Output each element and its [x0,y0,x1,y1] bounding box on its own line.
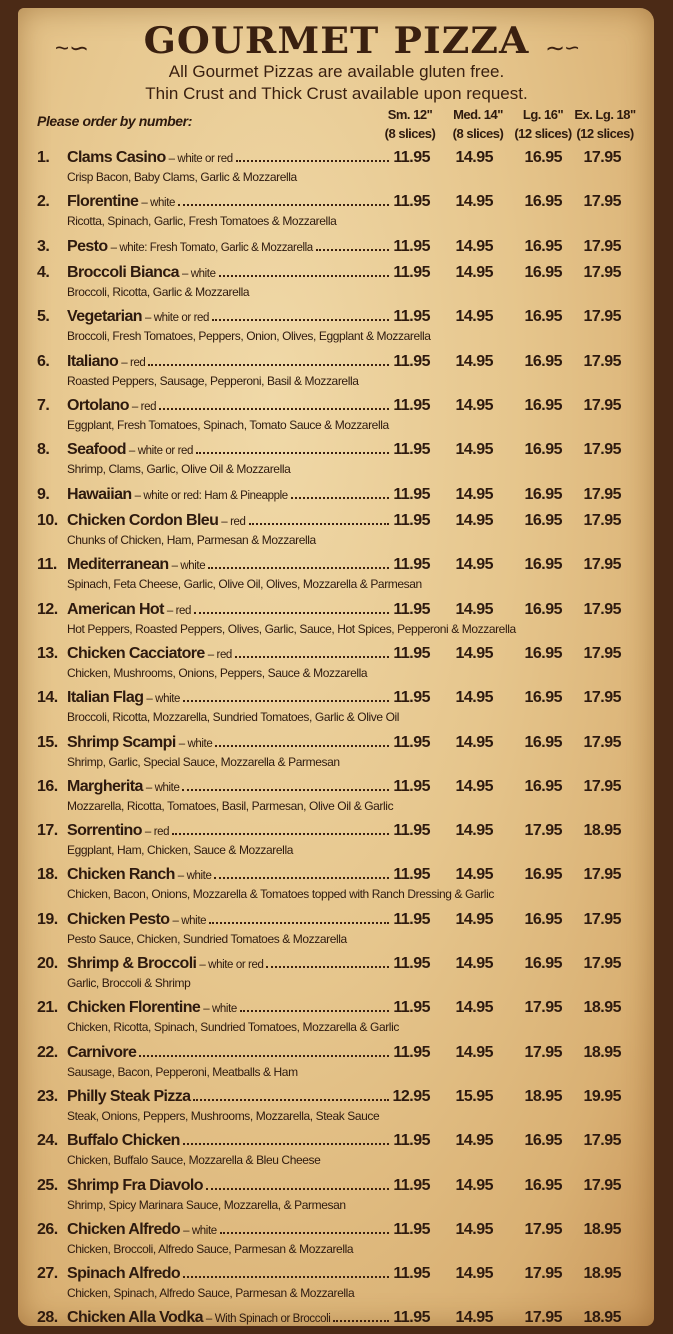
item-description: Crisp Bacon, Baby Clams, Garlic & Mozzarella [67,170,297,184]
column-header-large: Lg. 16" [522,107,564,122]
item-price-large: 16.95 [524,556,562,574]
item-price-medium: 14.95 [455,441,493,459]
item-price-large: 16.95 [524,600,562,618]
item-number: 21. [37,999,58,1017]
item-name: Margherita [67,777,143,795]
item-price-xlarge: 17.95 [583,955,621,973]
item-number: 18. [37,866,58,884]
item-price-small: 11.95 [393,352,430,370]
menu-item [37,953,637,997]
item-number: 15. [37,733,58,751]
item-description: Shrimp, Clams, Garlic, Olive Oil & Mozzarella [67,462,291,477]
item-price-small: 11.95 [393,733,430,751]
item-price-medium: 14.95 [455,955,493,973]
item-price-medium: 14.95 [455,1132,493,1150]
item-price-medium: 14.95 [455,777,493,795]
item-sauce-style: – white or red: Ham & Pineapple [134,489,288,502]
menu-item [37,599,637,643]
item-description: Chicken, Ricotta, Spinach, Sundried Tomatoes, Mozzarella & Garlic [67,1020,399,1035]
item-sauce-style: – white or red [144,312,210,325]
item-price-medium: 14.95 [455,396,493,414]
item-price-medium: 14.95 [455,556,493,574]
item-number: 2. [37,193,50,211]
item-price-small: 11.95 [393,955,430,973]
item-price-small: 11.95 [393,1176,430,1194]
item-name: Shrimp Fra Diavolo [67,1176,203,1194]
item-price-small: 11.95 [393,644,430,662]
item-price-xlarge: 17.95 [583,556,621,574]
item-price-small: 11.95 [393,1265,430,1283]
item-description: Broccoli, Ricotta, Mozzarella, Sundried Tomatoes, Garlic & Olive Oil [67,710,400,725]
item-name: Chicken Ranch [67,866,175,884]
item-name: Chicken Pesto [67,910,170,928]
dot-leader [194,612,389,614]
menu-item [37,554,637,598]
item-number: 3. [37,237,50,255]
dot-leader [212,319,389,321]
item-price-xlarge: 17.95 [583,1132,621,1150]
item-name: Chicken Cacciatore [67,644,205,662]
item-price-large: 16.95 [524,644,562,662]
item-price-large: 18.95 [524,1087,562,1105]
item-name: Carnivore [67,1043,137,1061]
dot-leader [196,452,389,454]
item-price-xlarge: 18.95 [583,1265,621,1283]
item-price-large: 17.95 [524,1265,562,1283]
menu-item [37,351,637,395]
item-description: Chicken, Broccoli, Alfredo Sauce, Parmesan & Mozzarella [67,1241,354,1256]
menu-item [37,1307,637,1334]
menu-item [37,191,637,235]
menu-item [37,147,637,191]
dot-leader [214,877,389,879]
item-number: 25. [37,1176,58,1194]
item-price-small: 11.95 [393,396,430,414]
item-name: Florentine [67,193,139,211]
menu-item [37,687,637,731]
item-price-large: 17.95 [524,1043,562,1061]
item-price-small: 11.95 [393,689,430,707]
item-name: Shrimp Scampi [67,733,176,751]
item-price-xlarge: 17.95 [583,396,621,414]
item-sauce-style: – white [203,1003,237,1016]
item-sauce-style: – red [121,356,146,369]
item-description: Chunks of Chicken, Ham, Parmesan & Mozzarella [67,533,316,548]
menu-item [37,909,637,953]
item-sauce-style: – red [166,604,192,617]
item-price-small: 11.95 [393,264,430,282]
item-price-small: 11.95 [393,485,430,503]
item-price-medium: 14.95 [455,1176,493,1194]
dot-leader [208,567,389,569]
right-swirl-ornament-icon: ~∽ [545,35,580,62]
item-description: Sausage, Bacon, Pepperoni, Meatballs & Ham [67,1064,298,1079]
dot-leader [249,523,390,525]
item-price-large: 16.95 [524,308,562,326]
item-price-medium: 14.95 [455,733,493,751]
item-number: 11. [37,556,57,574]
item-price-small: 11.95 [393,237,430,255]
item-sauce-style: – white [172,914,207,927]
item-number: 5. [37,308,50,326]
item-description: Chicken, Bacon, Onions, Mozzarella & Tomatoes topped with Ranch Dressing & Garlic [67,887,494,902]
dot-leader [172,833,389,835]
menu-item [37,776,637,820]
menu-item [37,1042,637,1086]
menu-item [37,1086,637,1130]
item-number: 22. [37,1043,58,1061]
item-price-xlarge: 17.95 [583,644,621,662]
menu-item [37,236,637,263]
item-price-medium: 14.95 [455,264,493,282]
item-price-large: 17.95 [524,822,562,840]
menu-item [37,306,637,350]
item-sauce-style: – red [144,826,170,839]
item-sauce-style: – white [171,560,206,573]
item-name: Broccoli Bianca [67,264,179,282]
menu-item [37,439,637,483]
item-price-xlarge: 17.95 [583,441,621,459]
item-price-medium: 14.95 [455,999,493,1017]
item-price-small: 12.95 [392,1087,430,1105]
column-header-small: Sm. 12" [387,107,433,122]
column-header-medium: Med. 14" [453,107,503,122]
item-price-large: 17.95 [524,1220,562,1238]
dot-leader [159,408,389,410]
item-price-medium: 14.95 [455,822,493,840]
item-price-large: 16.95 [524,910,562,928]
item-name: Italiano [67,352,119,370]
item-price-small: 11.95 [393,910,430,928]
item-description: Steak, Onions, Peppers, Mushrooms, Mozzarella, Steak Sauce [67,1108,380,1123]
item-name: Chicken Florentine [67,999,201,1017]
item-sauce-style: – white [141,197,175,210]
item-price-medium: 14.95 [455,237,493,255]
item-price-xlarge: 17.95 [583,193,621,211]
item-price-medium: 14.95 [455,1043,493,1061]
item-description: Hot Peppers, Roasted Peppers, Olives, Garlic, Sauce, Hot Spices, Pepperoni & Mozzarella [67,621,516,636]
item-price-xlarge: 17.95 [583,777,621,795]
item-name: Hawaiian [67,485,132,503]
item-price-medium: 14.95 [455,193,493,211]
item-price-xlarge: 17.95 [583,600,621,618]
menu-item [37,997,637,1041]
item-price-xlarge: 18.95 [583,822,621,840]
gluten-free-note: All Gourmet Pizzas are available gluten free. [168,62,505,81]
item-name: Italian Flag [67,689,144,707]
item-price-medium: 14.95 [455,689,493,707]
item-price-medium: 15.95 [455,1087,493,1105]
item-price-medium: 14.95 [455,1309,493,1327]
dot-leader [266,966,389,968]
menu-item [37,1263,637,1307]
item-description: Shrimp, Garlic, Special Sauce, Mozzarella & Parmesan [67,754,340,769]
item-price-large: 16.95 [524,193,562,211]
dot-leader [148,364,389,366]
item-price-large: 16.95 [524,352,562,370]
item-number: 8. [37,441,50,459]
item-description: Pesto Sauce, Chicken, Sundried Tomatoes & Mozzarella [67,931,347,946]
item-number: 14. [37,689,58,707]
item-price-large: 16.95 [524,264,562,282]
item-price-xlarge: 18.95 [583,1309,621,1327]
item-sauce-style: – white [177,870,212,883]
item-name: Shrimp & Broccoli [67,955,197,973]
column-slices-small: (8 slices) [384,126,436,141]
item-price-large: 16.95 [524,396,562,414]
left-swirl-ornament-icon: ~∽ [55,35,90,62]
item-price-large: 17.95 [524,1309,562,1327]
item-number: 6. [37,352,50,370]
item-number: 28. [37,1309,58,1327]
item-name: Ortolano [67,396,129,414]
item-number: 1. [37,149,50,166]
item-price-medium: 14.95 [455,352,493,370]
item-price-large: 16.95 [524,955,562,973]
item-price-xlarge: 17.95 [583,264,621,282]
dot-leader [240,1010,389,1012]
item-price-small: 11.95 [393,866,430,884]
dot-leader [182,789,389,791]
item-sauce-style: – red [207,648,232,661]
item-price-xlarge: 17.95 [583,689,621,707]
item-price-medium: 14.95 [455,512,493,530]
item-name: Chicken Alla Vodka [67,1309,203,1327]
dot-leader [220,1232,389,1234]
menu-item [37,864,637,908]
item-sauce-style: – white [146,693,181,706]
item-name: Buffalo Chicken [67,1132,180,1150]
item-sauce-style: – white: Fresh Tomato, Garlic & Mozzarella [110,241,313,254]
item-number: 13. [37,644,58,662]
item-price-large: 16.95 [524,1132,562,1150]
item-sauce-style: – white or red [168,153,233,165]
item-number: 20. [37,955,58,973]
item-number: 16. [37,777,58,795]
pizza-list [37,147,637,1334]
item-price-small: 11.95 [393,556,430,574]
item-number: 4. [37,264,50,282]
item-sauce-style: – white [181,268,216,281]
dot-leader [316,249,389,251]
item-price-small: 11.95 [393,308,430,326]
item-name: Seafood [67,441,126,459]
dot-leader [178,204,389,206]
item-price-large: 16.95 [524,733,562,751]
item-price-medium: 14.95 [455,600,493,618]
menu-item [37,732,637,776]
dot-leader [209,922,389,924]
item-name: Clams Casino [67,149,166,166]
item-number: 19. [37,910,58,928]
item-description: Broccoli, Fresh Tomatoes, Peppers, Onion, Olives, Eggplant & Mozzarella [67,329,431,344]
menu-item [37,484,637,511]
item-name: Vegetarian [67,308,142,326]
item-description: Ricotta, Spinach, Garlic, Fresh Tomatoes & Mozzarella [67,214,337,229]
item-description: Spinach, Feta Cheese, Garlic, Olive Oil, Olives, Mozzarella & Parmesan [67,577,422,592]
item-price-large: 16.95 [524,441,562,459]
item-price-medium: 14.95 [455,485,493,503]
item-price-medium: 14.95 [455,910,493,928]
column-slices-medium: (8 slices) [452,126,504,141]
menu-title: GOURMET PIZZA [143,20,530,62]
item-price-medium: 14.95 [455,149,493,166]
dot-leader [193,1099,389,1101]
item-price-xlarge: 17.95 [583,866,621,884]
dot-leader [219,275,389,277]
dot-leader [291,497,389,499]
item-price-xlarge: 17.95 [583,352,621,370]
item-price-medium: 14.95 [455,866,493,884]
item-name: Mediterranean [67,556,169,574]
item-price-large: 16.95 [524,237,562,255]
item-price-medium: 14.95 [455,308,493,326]
menu-item [37,510,637,554]
item-price-xlarge: 17.95 [583,308,621,326]
item-number: 17. [37,822,58,840]
dot-leader [215,745,389,747]
item-price-large: 16.95 [524,512,562,530]
crust-note: Thin Crust and Thick Crust available upon request. [145,84,528,103]
dot-leader [236,160,389,162]
item-price-xlarge: 18.95 [583,1043,621,1061]
item-number: 7. [37,396,50,414]
column-slices-large: (12 slices) [514,126,572,141]
item-price-xlarge: 17.95 [583,733,621,751]
item-price-xlarge: 17.95 [583,485,621,503]
item-price-small: 11.95 [393,193,430,211]
item-price-large: 16.95 [524,689,562,707]
menu-item [37,1219,637,1263]
item-name: American Hot [67,600,164,618]
dot-leader [139,1055,389,1057]
item-price-xlarge: 17.95 [583,910,621,928]
item-description: Chicken, Spinach, Alfredo Sauce, Parmesan & Mozzarella [67,1286,355,1301]
item-price-medium: 14.95 [455,1220,493,1238]
menu-item [37,395,637,439]
item-sauce-style: – white [178,737,213,750]
item-number: 27. [37,1265,58,1283]
dot-leader [206,1188,389,1190]
item-number: 24. [37,1132,58,1150]
item-number: 12. [37,600,58,618]
item-number: 9. [37,485,50,503]
item-name: Chicken Cordon Bleu [67,512,219,530]
item-name: Pesto [67,237,108,255]
item-name: Spinach Alfredo [67,1265,181,1283]
item-name: Chicken Alfredo [67,1220,181,1238]
item-price-xlarge: 19.95 [583,1087,621,1105]
item-price-small: 11.95 [393,1309,430,1327]
item-sauce-style: – With Spinach or Broccoli [205,1313,331,1326]
menu-item [37,820,637,864]
item-price-small: 11.95 [393,1043,430,1061]
dot-leader [333,1320,389,1322]
item-price-small: 11.95 [393,999,430,1017]
item-price-large: 16.95 [524,866,562,884]
item-number: 23. [37,1087,58,1105]
dot-leader [183,700,389,702]
column-slices-xlarge: (12 slices) [576,126,634,141]
item-description: Roasted Peppers, Sausage, Pepperoni, Basil & Mozzarella [67,373,359,388]
item-number: 26. [37,1220,58,1238]
item-price-xlarge: 17.95 [583,1176,621,1194]
item-price-xlarge: 17.95 [583,512,621,530]
item-price-medium: 14.95 [455,644,493,662]
item-price-xlarge: 18.95 [583,999,621,1017]
item-sauce-style: – white [183,1224,217,1237]
order-by-number-note: Please order by number: [37,113,192,129]
item-price-small: 11.95 [393,441,430,459]
menu-item [37,262,637,306]
item-sauce-style: – white [145,781,180,794]
item-price-small: 11.95 [393,822,430,840]
dot-leader [183,1276,389,1278]
item-sauce-style: – red [131,400,157,413]
item-price-xlarge: 18.95 [583,1220,621,1238]
item-sauce-style: – red [221,516,246,529]
item-sauce-style: – white or red [128,445,193,458]
item-price-large: 17.95 [524,999,562,1017]
item-price-small: 11.95 [393,512,430,530]
item-description: Garlic, Broccoli & Shrimp [67,976,191,991]
item-price-small: 11.95 [393,1220,430,1238]
item-price-xlarge: 17.95 [583,237,621,255]
dot-leader [183,1143,389,1145]
item-price-small: 11.95 [393,149,430,166]
item-price-large: 16.95 [524,777,562,795]
item-price-small: 11.95 [393,1132,430,1150]
item-description: Eggplant, Fresh Tomatoes, Spinach, Tomato Sauce & Mozzarella [67,417,389,432]
item-price-medium: 14.95 [455,1265,493,1283]
menu-item [37,1175,637,1219]
item-price-small: 11.95 [393,600,430,618]
item-price-large: 16.95 [524,1176,562,1194]
item-name: Philly Steak Pizza [67,1087,191,1105]
item-name: Sorrentino [67,822,142,840]
dot-leader [235,656,389,658]
column-header-xlarge: Ex. Lg. 18" [574,107,636,122]
item-price-large: 16.95 [524,149,562,166]
item-description: Chicken, Mushrooms, Onions, Peppers, Sauce & Mozzarella [67,665,368,680]
item-price-xlarge: 17.95 [583,149,621,166]
item-price-small: 11.95 [393,777,430,795]
item-description: Chicken, Buffalo Sauce, Mozzarella & Bleu Cheese [67,1153,321,1168]
item-sauce-style: – white or red [199,959,264,972]
item-number: 10. [37,512,58,530]
item-description: Broccoli, Ricotta, Garlic & Mozzarella [67,285,250,300]
menu-item [37,1130,637,1174]
menu-item [37,643,637,687]
item-price-large: 16.95 [524,485,562,503]
item-description: Shrimp, Spicy Marinara Sauce, Mozzarella, & Parmesan [67,1197,346,1212]
item-description: Eggplant, Ham, Chicken, Sauce & Mozzarella [67,843,293,858]
item-description: Mozzarella, Ricotta, Tomatoes, Basil, Parmesan, Olive Oil & Garlic [67,798,394,813]
